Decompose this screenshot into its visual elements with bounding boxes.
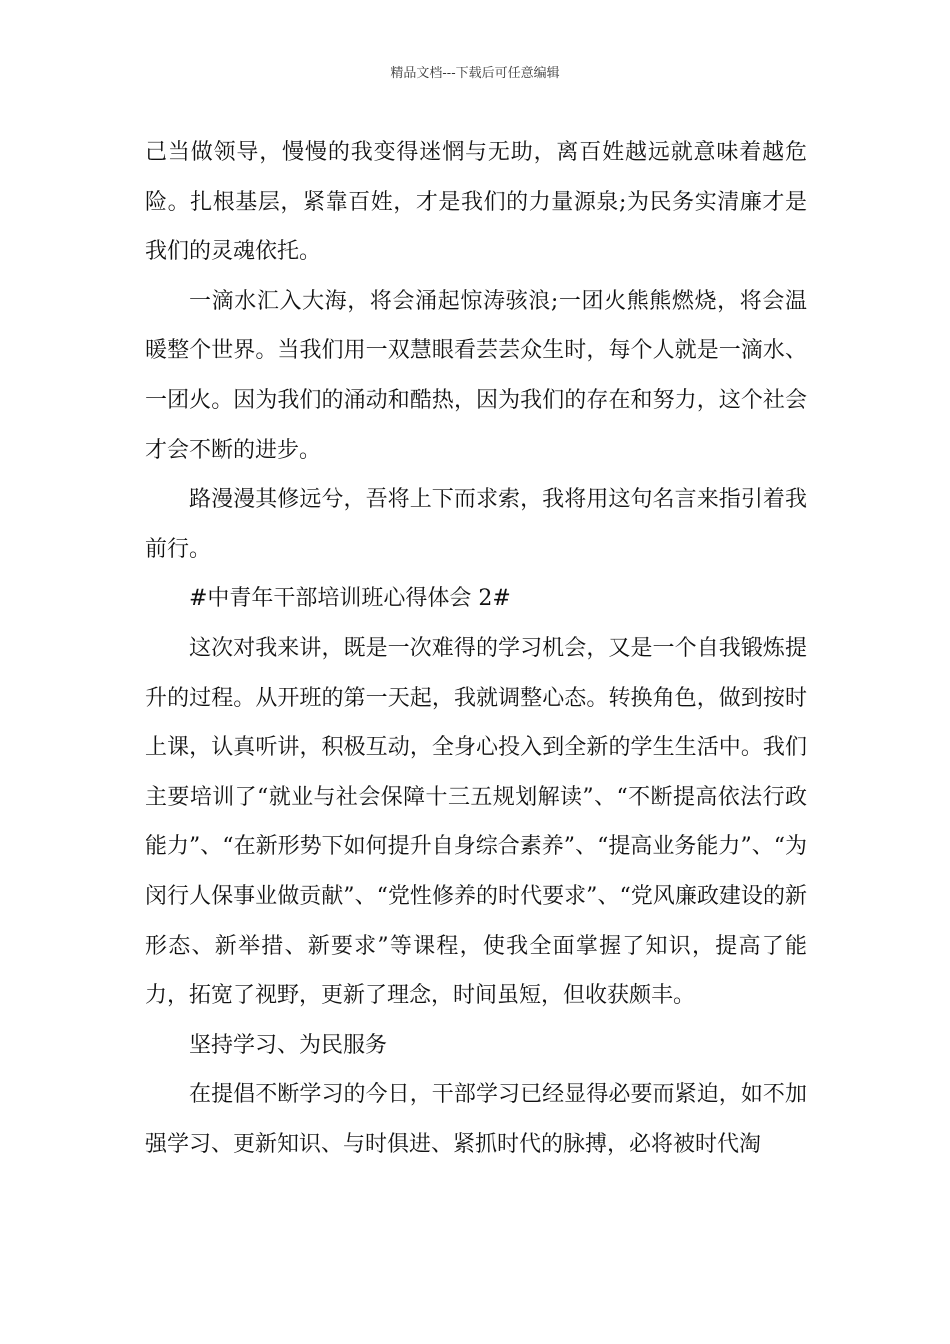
section-heading-2: #中青年干部培训班心得体会 2# — [189, 586, 511, 612]
paragraph-5: 在提倡不断学习的今日，干部学习已经显得必要而紧迫，如不加强学习、更新知识、与时俱进、紧抓时代的脉搏，必将被时代淘 — [145, 1082, 807, 1157]
page-header: 精品文档---下载后可任意编辑 — [390, 66, 560, 81]
subheading-study-serve: 坚持学习、为民服务 — [189, 1032, 388, 1058]
paragraph-4: 这次对我来讲，既是一次难得的学习机会，又是一个自我锻炼提升的过程。从开班的第一天起，我就调整心态。转换角色，做到按时上课，认真听讲，积极互动，全身心投入到全新的学生生活中。我们主要培训了“就业与社会保障十三五规划解读”、“不断提高依法行政能力”、“在新形势下如何提升自身综合素养”、“提高业务能力”、“为闵行人保事业做贡献”、“党性修养的时代要求”、“党风廉政建设的新形态、新举措、新要求”等课程，使我全面掌握了知识，提高了能力，拓宽了视野，更新了理念，时间虽短，但收获颇丰。 — [145, 635, 807, 1009]
document-body — [145, 128, 807, 1169]
paragraph-3: 路漫漫其修远兮，吾将上下而求索，我将用这句名言来指引着我前行。 — [145, 487, 807, 562]
paragraph-1: 己当做领导，慢慢的我变得迷惘与无助，离百姓越远就意味着越危险。扎根基层，紧靠百姓，才是我们的力量源泉;为民务实清廉才是我们的灵魂依托。 — [145, 140, 807, 265]
paragraph-2: 一滴水汇入大海，将会涌起惊涛骇浪;一团火熊熊燃烧，将会温暖整个世界。当我们用一双慧眼看芸芸众生时，每个人就是一滴水、一团火。因为我们的涌动和酷热，因为我们的存在和努力，这个社会才会不断的进步。 — [145, 288, 807, 463]
